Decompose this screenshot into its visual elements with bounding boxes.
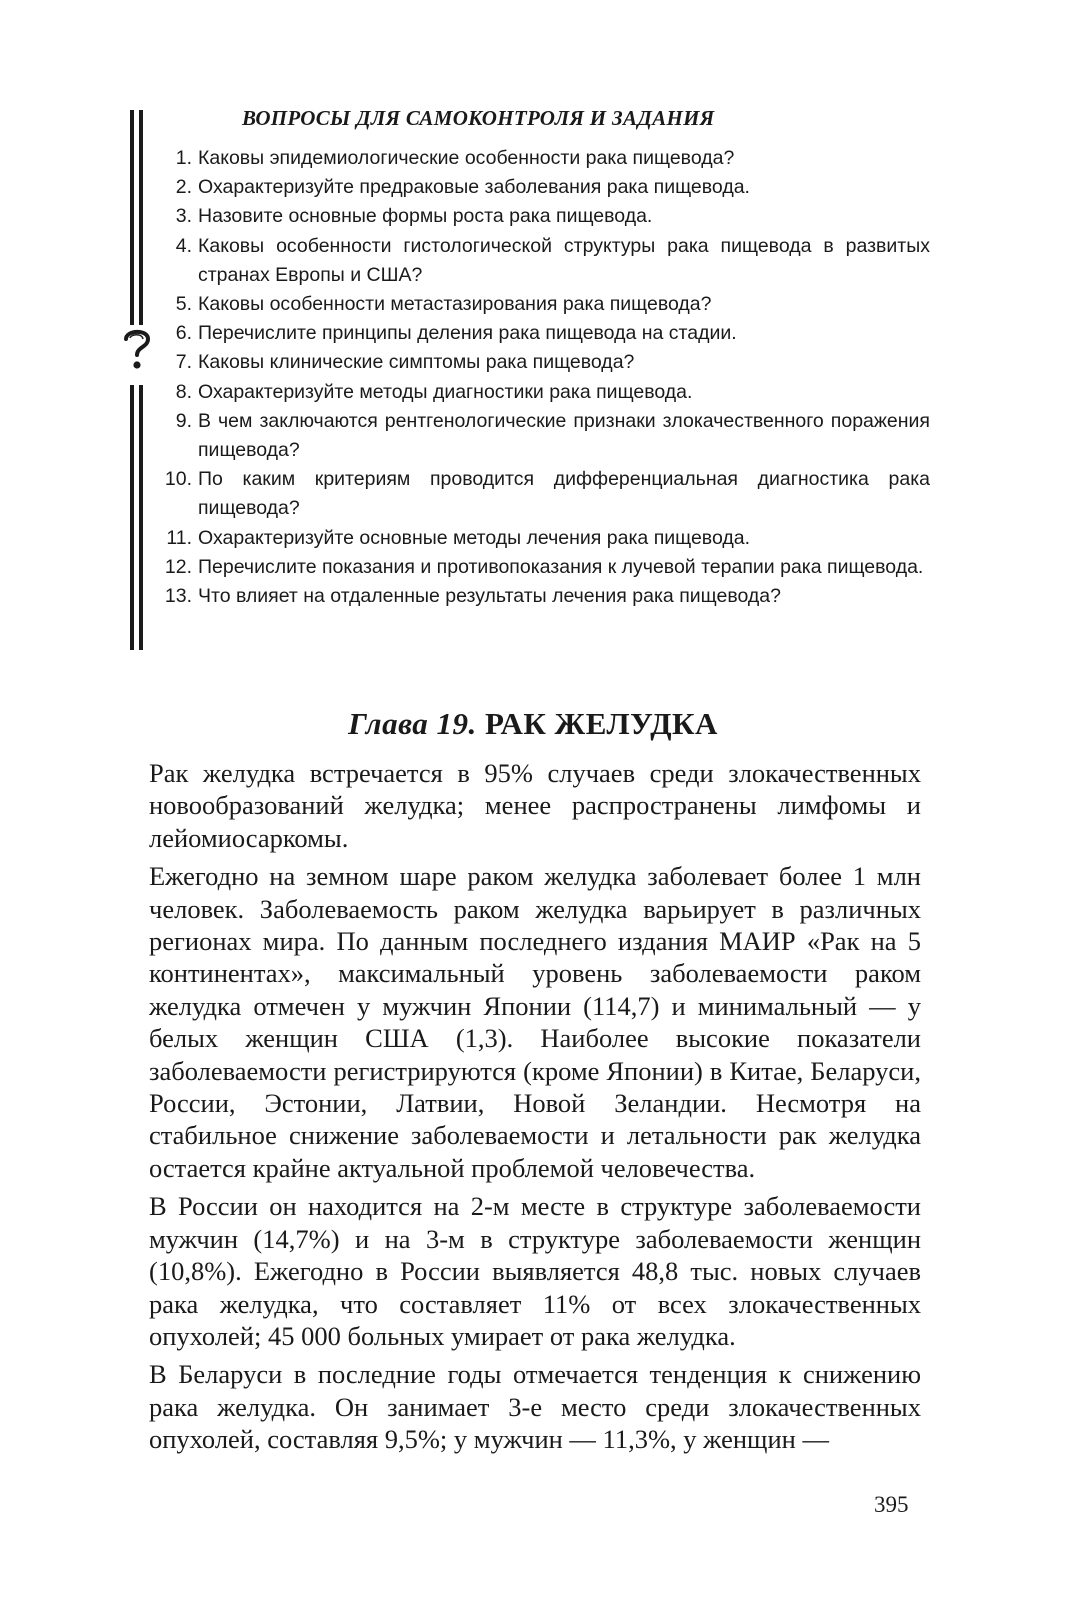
- question-number: 10.: [164, 468, 192, 491]
- question-number: 2.: [175, 176, 192, 199]
- question-item: [160, 348, 930, 377]
- question-number: 9.: [175, 409, 192, 432]
- self-control-questions-box: [130, 100, 930, 650]
- body-paragraph: Ежегодно на земном шаре раком желудка заболевает более 1 млн человек. Заболеваемость раком желудка варьирует в различных регионах мира. По данным последнего издания МАИР «Рак на 5 континентах», максимальный уровень заболеваемости раком желудка отмечен у мужчин Японии (114,7) и минимальный — у белых женщин США (1,3). Наиболее высокие показатели заболеваемости регистрируются (кроме Японии) в Китае, Беларуси, России, Эстонии, Латвии, Новой Зеландии. Несмотря на стабильное снижение заболеваемости и летальности рак желудка остается крайне актуальной проблемой человечества.: [149, 861, 921, 1183]
- question-text: Каковы особенности гистологической структуры рака пищевода в развитых странах Европы и США?: [198, 234, 930, 286]
- question-number: 3.: [175, 205, 192, 228]
- question-item: [160, 582, 930, 611]
- question-number: 6.: [175, 322, 192, 345]
- page-number: 395: [874, 1492, 909, 1517]
- question-item: [160, 319, 930, 348]
- chapter-body: [149, 757, 921, 1462]
- question-text: Каковы эпидемиологические особенности рака пищевода?: [198, 147, 735, 169]
- question-text: Перечислите показания и противопоказания к лучевой терапии рака пищевода.: [198, 555, 924, 578]
- question-item: [160, 144, 930, 173]
- question-item: [160, 173, 930, 202]
- question-text: Каковы клинические симптомы рака пищевода?: [198, 351, 635, 374]
- question-text: Охарактеризуйте предраковые заболевания рака пищевода.: [198, 176, 750, 199]
- margin-rule: [130, 385, 134, 650]
- question-text: По каким критериям проводится дифференциальная диагностика рака пищевода?: [198, 468, 930, 520]
- question-text: Охарактеризуйте методы диагностики рака пищевода.: [198, 380, 693, 403]
- question-number: 13.: [164, 585, 192, 608]
- body-paragraph: В Беларуси в последние годы отмечается тенденция к снижению рака желудка. Он занимает 3-е место среди злокачественных опухолей, составляя 9,5%; у мужчин — 11,3%, у женщин —: [149, 1359, 921, 1455]
- chapter-label: Глава 19.: [348, 706, 477, 741]
- question-item: [160, 553, 930, 582]
- question-item: [160, 524, 930, 553]
- chapter-heading: [0, 706, 1066, 742]
- chapter-name: РАК ЖЕЛУДКА: [484, 706, 718, 741]
- question-number: 5.: [175, 293, 192, 316]
- question-number: 7.: [175, 351, 192, 374]
- margin-rule: [139, 385, 143, 650]
- question-item: [160, 232, 930, 290]
- question-text: Охарактеризуйте основные методы лечения рака пищевода.: [198, 526, 751, 549]
- margin-rule: [139, 110, 143, 325]
- question-text: В чем заключаются рентгенологические признаки злокачественного поражения пищевода?: [198, 409, 930, 462]
- question-number: 1.: [175, 147, 192, 169]
- question-mark-icon: [120, 325, 154, 373]
- question-number: 8.: [175, 380, 192, 403]
- question-text: Каковы особенности метастазирования рака пищевода?: [198, 293, 712, 316]
- question-number: 11.: [166, 526, 192, 549]
- question-text: Перечислите принципы деления рака пищевода на стадии.: [198, 322, 737, 345]
- question-item: [160, 378, 930, 407]
- question-item: [160, 290, 930, 319]
- question-item: [160, 202, 930, 231]
- question-text: Что влияет на отдаленные результаты лечения рака пищевода?: [198, 585, 781, 608]
- margin-rule: [130, 110, 134, 325]
- question-item: [160, 407, 930, 465]
- question-text: Назовите основные формы роста рака пищевода.: [198, 205, 653, 228]
- body-paragraph: Рак желудка встречается в 95% случаев среди злокачественных новообразований желудка; менее распространены лимфомы и лейомиосаркомы.: [149, 758, 921, 853]
- questions-title: ВОПРОСЫ ДЛЯ САМОКОНТРОЛЯ И ЗАДАНИЯ: [242, 106, 715, 130]
- questions-list: [160, 144, 930, 611]
- question-item: [160, 465, 930, 523]
- question-number: 12.: [164, 555, 192, 578]
- question-number: 4.: [175, 234, 192, 257]
- body-paragraph: В России он находится на 2-м месте в структуре заболеваемости мужчин (14,7%) и на 3-м в структуре заболеваемости женщин (10,8%). Ежегодно в России выявляется 48,8 тыс. новых случаев рака желудка, что составляет 11% от всех злокачественных опухолей; 45 000 больных умирает от рака желудка.: [149, 1191, 921, 1351]
